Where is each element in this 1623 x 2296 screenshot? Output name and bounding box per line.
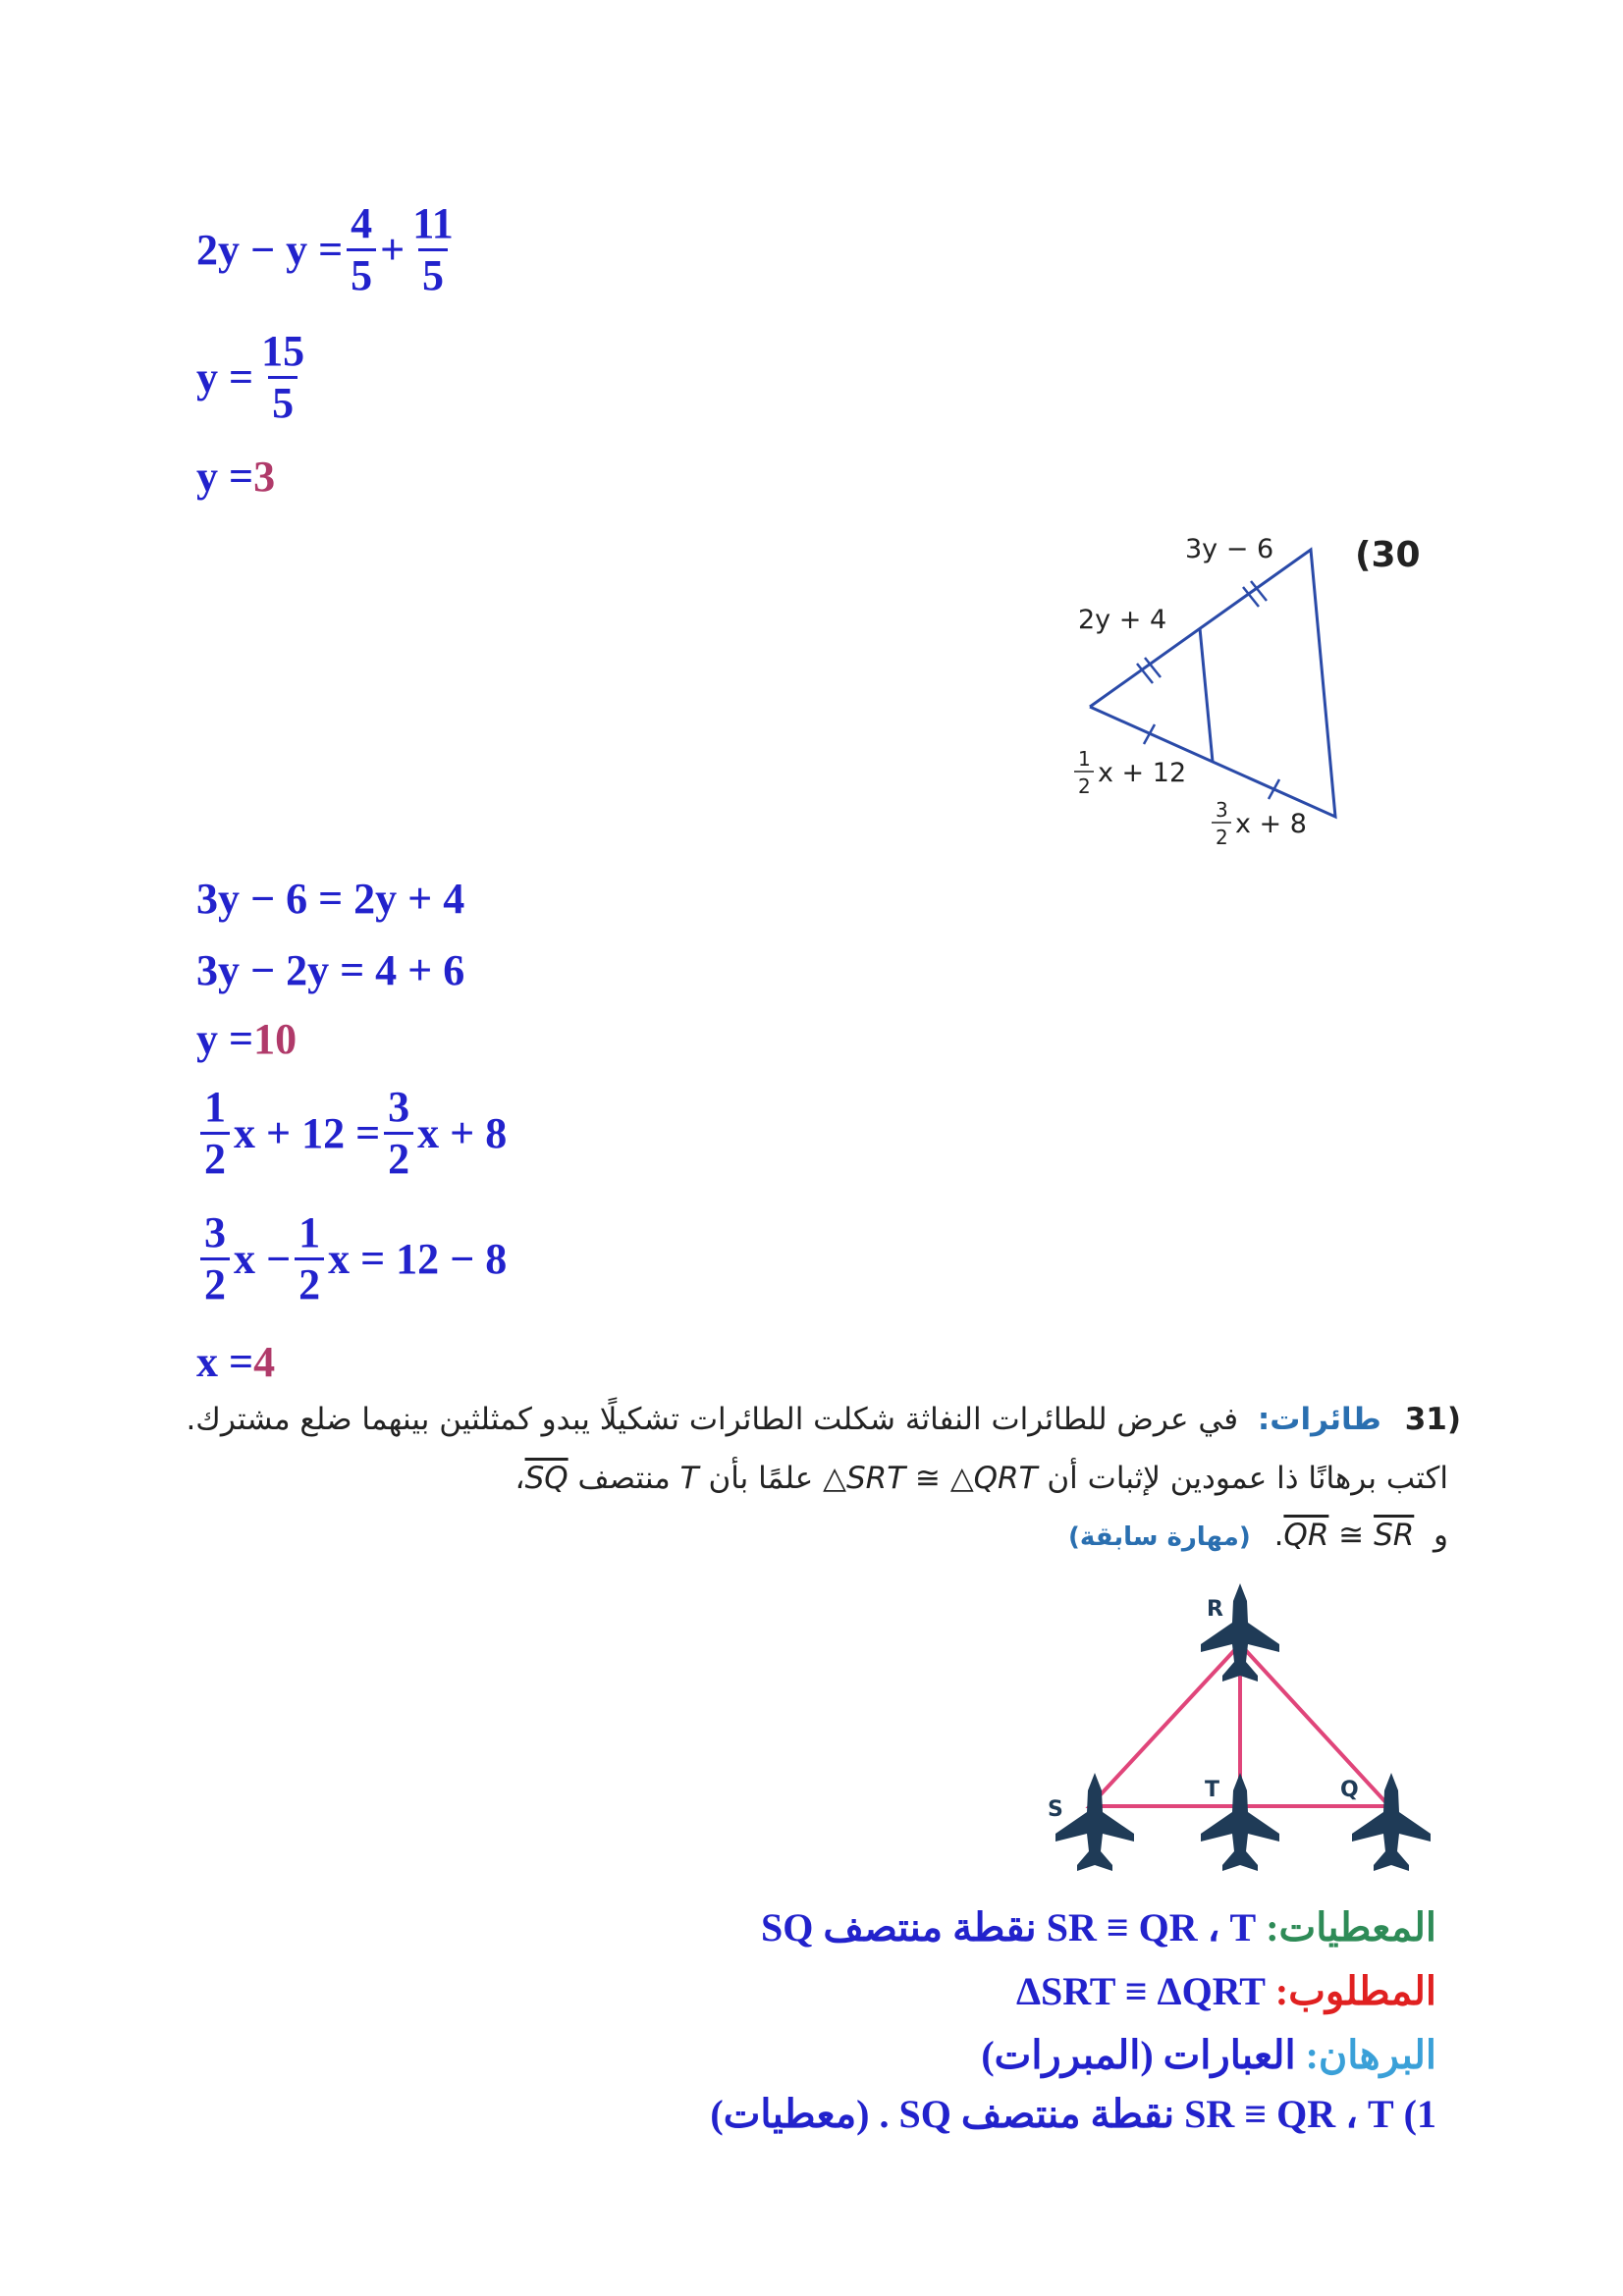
proof-required xyxy=(1016,1968,1436,2014)
label-lower-left-den: 2 xyxy=(1078,774,1091,798)
label-bottom-rest: x + 8 xyxy=(1235,809,1307,839)
step-1-text: 1) SR ≡ QR ، T نقطة منتصف SQ . (معطيات) xyxy=(710,2092,1436,2136)
eq-text: x = xyxy=(196,1338,254,1386)
answer-value: 3 xyxy=(253,453,276,501)
eq-text: x = 12 − 8 xyxy=(328,1235,508,1284)
eq-text: 2y − y = xyxy=(196,226,344,275)
fraction: $\frac{4}{5}$ xyxy=(347,201,376,298)
congruence-statement: $\overline{QR}$ ≅ $\overline{SR}$ xyxy=(1283,1518,1415,1553)
problem-31-jets-figure xyxy=(997,1571,1458,1899)
answer-value: 10 xyxy=(253,1015,298,1063)
given-text: SR ≡ QR ، T نقطة منتصف SQ xyxy=(761,1905,1257,1949)
proof-step-1 xyxy=(710,2091,1436,2137)
answer-value: 4 xyxy=(253,1338,276,1386)
fraction: $\frac{1}{2}$ xyxy=(295,1210,324,1308)
label-lower-left-rest: x + 12 xyxy=(1098,758,1187,788)
plus-sign: + xyxy=(380,226,406,275)
point-label-r: R xyxy=(1207,1597,1223,1622)
eq-text: y = xyxy=(196,353,254,402)
proof-given xyxy=(761,1904,1436,1950)
eq-line-3 xyxy=(196,452,275,502)
label-bottom-den: 2 xyxy=(1216,826,1228,849)
proof-header xyxy=(981,2032,1436,2078)
point-label-q: Q xyxy=(1340,1778,1359,1802)
skill-tag: (مهارة سابقة) xyxy=(1067,1522,1251,1552)
fraction: $\frac{1}{2}$ xyxy=(200,1085,230,1182)
eq-30-line-1 xyxy=(196,874,464,924)
label-top: 3y − 6 xyxy=(1185,534,1274,564)
point-label-t: T xyxy=(1205,1778,1220,1802)
fraction: $\frac{3}{2}$ xyxy=(200,1210,230,1308)
eq-text: x − xyxy=(234,1235,292,1284)
label-bottom-num: 3 xyxy=(1216,798,1228,822)
eq-30-line-5 xyxy=(196,1210,507,1308)
proof-label: البرهان: xyxy=(1305,2033,1436,2077)
eq-30-line-4 xyxy=(196,1085,507,1182)
eq-text: 3y − 6 = 2y + 4 xyxy=(196,875,465,923)
eq-30-line-3 xyxy=(196,1014,297,1064)
required-text: ΔSRT ≡ ΔQRT xyxy=(1015,1969,1266,2013)
eq-text: x + 12 = xyxy=(234,1109,381,1158)
fraction: $\frac{15}{5}$ xyxy=(261,327,305,428)
problem-30-triangle-figure xyxy=(1051,530,1365,864)
fraction: $\frac{11}{5}$ xyxy=(412,199,454,300)
eq-30-line-2 xyxy=(196,945,464,995)
label-lower-left-num: 1 xyxy=(1078,747,1091,771)
eq-text: y = xyxy=(196,1015,254,1063)
eq-text: x + 8 xyxy=(417,1109,508,1158)
proof-header-text: العبارات (المبررات) xyxy=(981,2033,1296,2077)
problem-31-title: طائرات: xyxy=(1257,1402,1381,1437)
problem-31-number: 31) xyxy=(1404,1402,1461,1437)
eq-text: y = xyxy=(196,453,254,501)
eq-line-2 xyxy=(196,329,312,426)
problem-31-line-2: اكتب برهانًا ذا عمودين لإثبات أن △SRT ≅ △QRT علمًا بأن T منتصف SQ، xyxy=(514,1461,1448,1496)
problem-31-line-1 xyxy=(186,1402,1461,1437)
eq-30-line-6 xyxy=(196,1337,275,1387)
problem-30-number: (30 xyxy=(1355,535,1421,575)
midsegment-line xyxy=(1200,628,1213,762)
point-label-s: S xyxy=(1048,1797,1063,1822)
fraction: $\frac{3}{2}$ xyxy=(384,1085,413,1182)
problem-31-text-1: في عرض للطائرات النفاثة شكلت الطائرات تشكيلًا يبدو كمثلثين بينهما ضلع مشترك. xyxy=(186,1402,1239,1437)
problem-31-line-3: و $\overline{QR}$ ≅ $\overline{SR}$ . (مهارة سابقة) xyxy=(1067,1518,1448,1553)
given-label: المعطيات: xyxy=(1266,1905,1436,1949)
label-upper-left: 2y + 4 xyxy=(1078,605,1167,635)
eq-line-1 xyxy=(196,201,461,298)
required-label: المطلوب: xyxy=(1274,1969,1436,2013)
eq-text: 3y − 2y = 4 + 6 xyxy=(196,946,465,994)
